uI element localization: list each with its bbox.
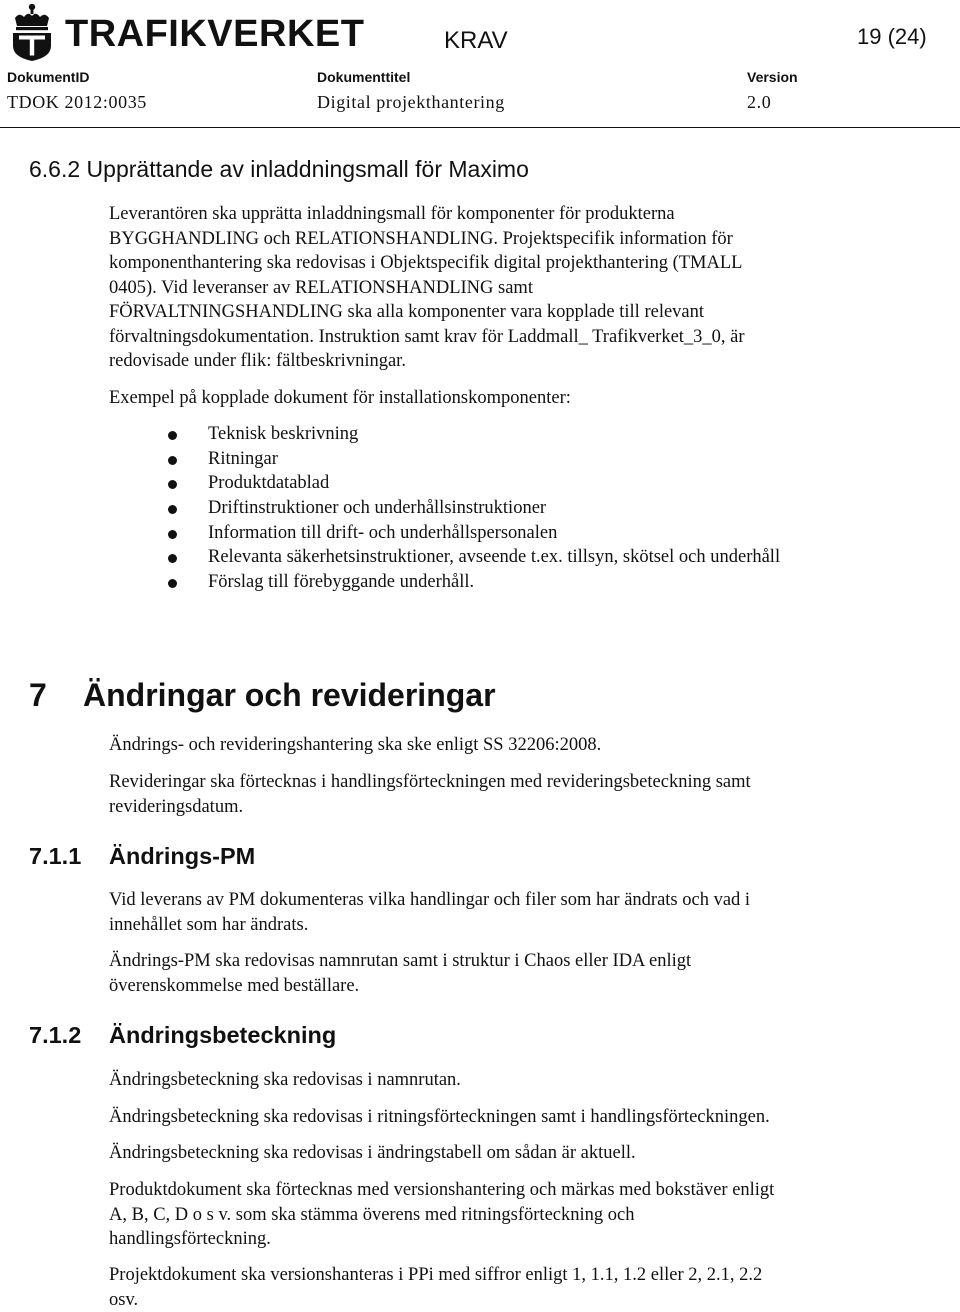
trafikverket-logo bbox=[7, 2, 317, 62]
list-item bbox=[160, 521, 780, 546]
chapter-number: 7 bbox=[29, 675, 83, 715]
section-title: Upprättande av inladdningsmall för Maximo bbox=[87, 156, 529, 182]
document-kind: KRAV bbox=[444, 27, 508, 55]
paragraph-inladdningsmall bbox=[109, 202, 899, 374]
bullet-icon bbox=[168, 480, 177, 489]
paragraph-standard: Ändrings- och revideringshantering ska ske enligt SS 32206:2008. bbox=[109, 733, 899, 758]
paragraph-produktdokument bbox=[109, 1178, 899, 1252]
text-line: komponenthantering ska redovisas i Objektspecifik digital projekthantering (TMALL bbox=[109, 251, 899, 276]
list-item bbox=[160, 471, 780, 496]
crown-emblem-icon bbox=[7, 2, 57, 62]
section-title: Ändrings-PM bbox=[109, 843, 255, 869]
bullet-icon bbox=[168, 505, 177, 514]
list-item-text: Ritningar bbox=[208, 449, 278, 469]
list-item bbox=[160, 545, 780, 570]
bullet-icon bbox=[168, 530, 177, 539]
text-line: handlingsförteckning. bbox=[109, 1227, 899, 1252]
list-item bbox=[160, 447, 780, 472]
bullet-icon bbox=[168, 431, 177, 440]
section-heading-7-1-2 bbox=[29, 1020, 336, 1050]
section-number: 7.1.2 bbox=[29, 1020, 109, 1050]
doc-title-value: Digital projekthantering bbox=[317, 92, 505, 113]
section-title: Ändringsbeteckning bbox=[109, 1022, 336, 1048]
paragraph-andringstabell: Ändringsbeteckning ska redovisas i ändringstabell om sådan är aktuell. bbox=[109, 1141, 899, 1166]
list-item-text: Driftinstruktioner och underhållsinstruktioner bbox=[208, 498, 546, 518]
bullet-icon bbox=[168, 579, 177, 588]
page-number: 19 (24) bbox=[857, 24, 927, 50]
text-line: A, B, C, D o s v. som ska stämma överens med ritningsförteckning och bbox=[109, 1203, 899, 1228]
text-line: osv. bbox=[109, 1288, 899, 1312]
paragraph-revideringar bbox=[109, 770, 899, 819]
text-line: överenskommelse med beställare. bbox=[109, 974, 899, 999]
text-line: förvaltningsdokumentation. Instruktion samt krav för Laddmall_ Trafikverket_3_0, är bbox=[109, 325, 899, 350]
section-heading-7-1-1 bbox=[29, 841, 255, 871]
text-line: Revideringar ska förtecknas i handlingsförteckningen med revideringsbeteckning samt bbox=[109, 770, 899, 795]
version-label: Version bbox=[747, 69, 798, 85]
bullet-icon bbox=[168, 554, 177, 563]
list-item bbox=[160, 496, 780, 521]
chapter-heading-7 bbox=[29, 675, 496, 715]
paragraph-pm-redovisning bbox=[109, 949, 899, 998]
paragraph-projektdokument bbox=[109, 1263, 899, 1312]
list-item bbox=[160, 570, 780, 595]
text-line: Ändrings-PM ska redovisas namnrutan samt i struktur i Chaos eller IDA enligt bbox=[109, 949, 899, 974]
document-header bbox=[0, 0, 960, 130]
list-item-text: Produktdatablad bbox=[208, 473, 329, 493]
text-line: innehållet som har ändrats. bbox=[109, 913, 899, 938]
header-divider bbox=[0, 127, 960, 128]
version-value: 2.0 bbox=[747, 92, 771, 113]
paragraph-namnruta: Ändringsbeteckning ska redovisas i namnrutan. bbox=[109, 1068, 899, 1093]
doc-id-label: DokumentID bbox=[7, 69, 89, 85]
example-document-list bbox=[160, 422, 780, 595]
text-line: Projektdokument ska versionshanteras i PPi med siffror enligt 1, 1.1, 1.2 eller 2, 2.1, 2.2 bbox=[109, 1263, 899, 1288]
example-intro: Exempel på kopplade dokument för installationskomponenter: bbox=[109, 386, 899, 411]
list-item bbox=[160, 422, 780, 447]
section-number: 6.6.2 bbox=[29, 155, 80, 183]
text-line: 0405). Vid leveranser av RELATIONSHANDLING samt bbox=[109, 276, 899, 301]
paragraph-ritningsforteckning: Ändringsbeteckning ska redovisas i ritningsförteckningen samt i handlingsförteckningen. bbox=[109, 1105, 899, 1130]
text-line: Vid leverans av PM dokumenteras vilka handlingar och filer som har ändrats och vad i bbox=[109, 888, 899, 913]
text-line: redovisade under flik: fältbeskrivningar. bbox=[109, 349, 899, 374]
text-line: Leverantören ska upprätta inladdningsmall för komponenter för produkterna bbox=[109, 202, 899, 227]
doc-id-value: TDOK 2012:0035 bbox=[7, 92, 147, 113]
list-item-text: Förslag till förebyggande underhåll. bbox=[208, 572, 474, 592]
text-line: BYGGHANDLING och RELATIONSHANDLING. Projektspecifik information för bbox=[109, 227, 899, 252]
chapter-title: Ändringar och revideringar bbox=[83, 677, 496, 713]
text-line: Produktdokument ska förtecknas med versionshantering och märkas med bokstäver enligt bbox=[109, 1178, 899, 1203]
section-heading-6-6-2 bbox=[29, 155, 529, 183]
list-item-text: Information till drift- och underhållspersonalen bbox=[208, 523, 557, 543]
text-line: FÖRVALTNINGSHANDLING ska alla komponenter vara kopplade till relevant bbox=[109, 300, 899, 325]
doc-title-label: Dokumenttitel bbox=[317, 69, 410, 85]
logo-wordmark: TRAFIKVERKET bbox=[65, 15, 364, 53]
list-item-text: Teknisk beskrivning bbox=[208, 424, 358, 444]
bullet-icon bbox=[168, 456, 177, 465]
paragraph-pm-leverans bbox=[109, 888, 899, 937]
section-number: 7.1.1 bbox=[29, 841, 109, 871]
list-item-text: Relevanta säkerhetsinstruktioner, avseende t.ex. tillsyn, skötsel och underhåll bbox=[208, 547, 780, 567]
text-line: revideringsdatum. bbox=[109, 795, 899, 820]
